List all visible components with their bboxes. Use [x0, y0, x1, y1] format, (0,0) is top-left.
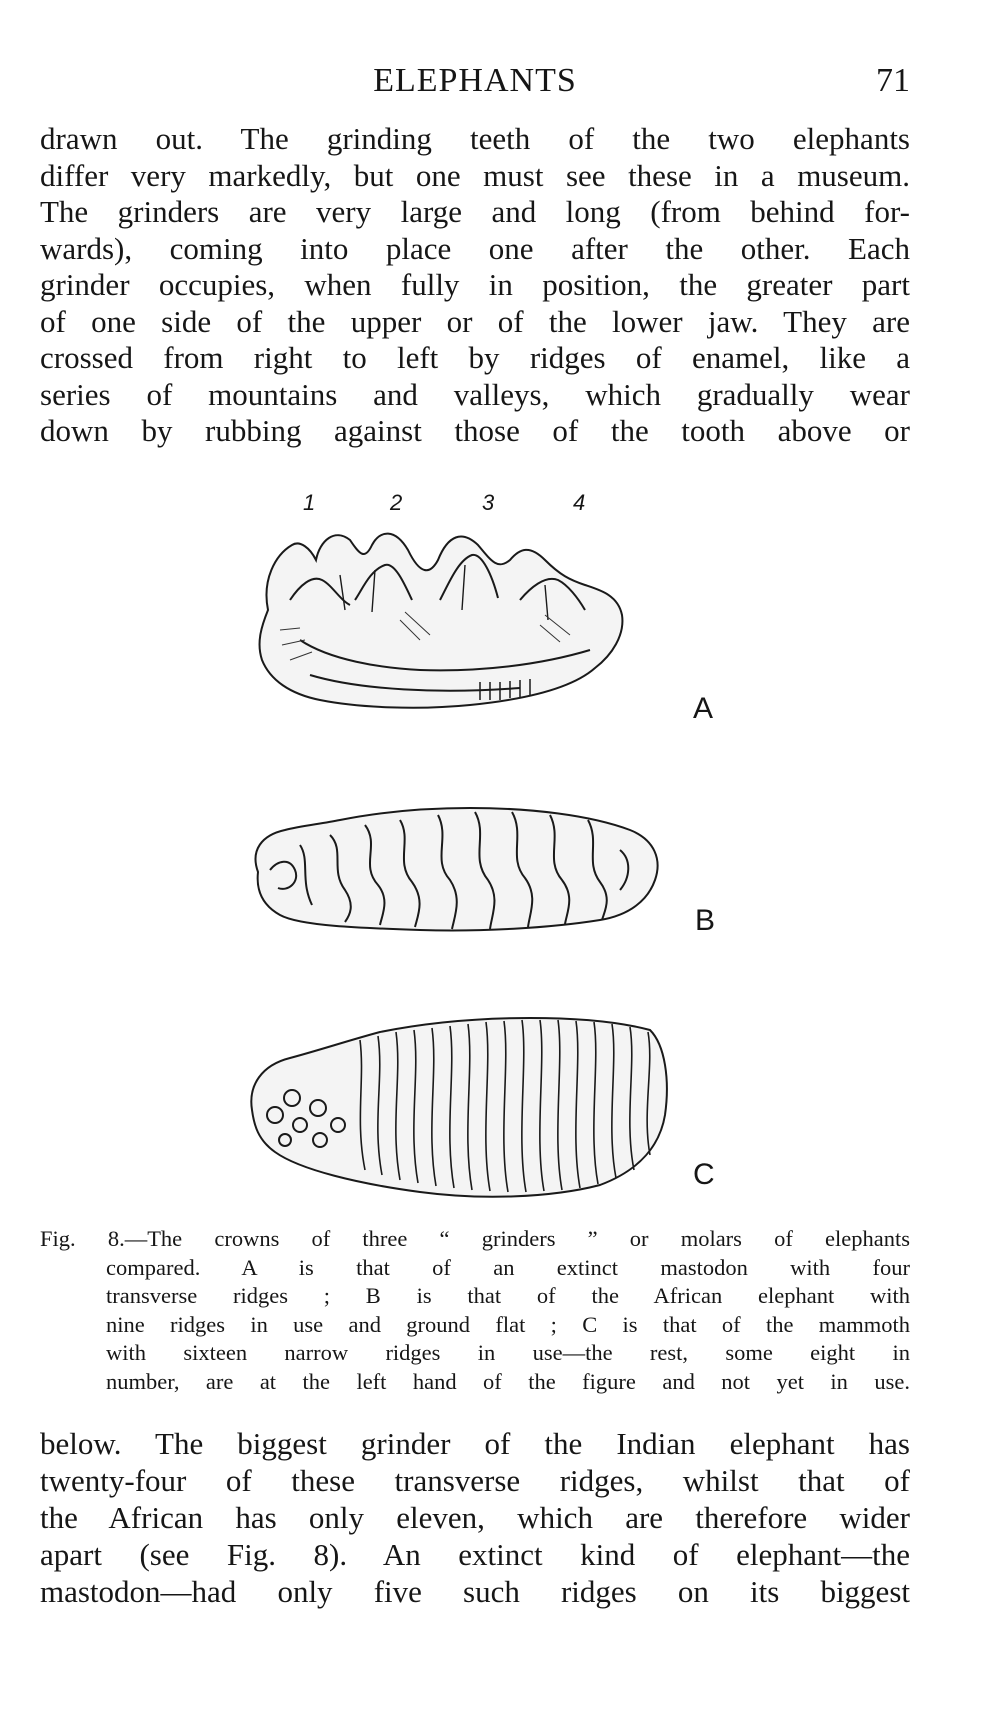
- text-line: twenty-four of these transverse ridges, whilst that of: [40, 1463, 910, 1498]
- text-line: mastodon—had only five such ridges on its biggest: [40, 1574, 910, 1609]
- body-paragraph-top: [40, 121, 910, 450]
- caption-line: nine ridges in use and ground flat ; C is that of the mammoth: [106, 1311, 910, 1337]
- molar-a-shading: [280, 612, 570, 660]
- caption-line: Fig. 8.—The crowns of three “ grinders ” or molars of elephants: [40, 1226, 910, 1251]
- page-number: 71: [876, 62, 910, 99]
- ridge-number: 3: [482, 490, 495, 515]
- text-line: of one side of the upper or of the lower jaw. They are: [40, 303, 910, 339]
- body-paragraph-bottom: [40, 1425, 910, 1610]
- caption-line: with sixteen narrow ridges in use—the rest, some eight in: [106, 1340, 910, 1365]
- figure-label-b: B: [695, 904, 716, 937]
- molar-a-drawing: [260, 534, 623, 708]
- text-line: the African has only eleven, which are therefore wider: [40, 1500, 910, 1535]
- text-line: below. The biggest grinder of the Indian elephant has: [40, 1426, 910, 1461]
- text-line: crossed from right to left by ridges of enamel, like a: [40, 340, 910, 375]
- ridge-number: 4: [573, 490, 586, 515]
- ridge-number: 2: [390, 490, 403, 515]
- text-line: wards), coming into place one after the other. Each: [40, 230, 910, 266]
- running-title: ELEPHANTS: [373, 62, 577, 99]
- figure-label-a: A: [693, 692, 714, 725]
- text-line: The grinders are very large and long (from behind for-: [40, 194, 910, 229]
- figure-caption: [40, 1225, 910, 1396]
- figure-label-c: C: [693, 1158, 715, 1191]
- page-header: [40, 62, 910, 112]
- text-line: down by rubbing against those of the tooth above or: [40, 413, 910, 448]
- text-line: drawn out. The grinding teeth of the two elephants: [40, 121, 910, 156]
- caption-line: transverse ridges ; B is that of the African elephant with: [106, 1283, 910, 1308]
- text-line: series of mountains and valleys, which gradually wear: [40, 376, 910, 412]
- ridge-number: 1: [303, 490, 316, 515]
- molar-c-ridges: [360, 1020, 650, 1192]
- text-line: grinder occupies, when fully in position, the greater part: [40, 267, 910, 302]
- text-line: differ very markedly, but one must see these in a museum.: [40, 157, 910, 193]
- text-line: apart (see Fig. 8). An extinct kind of elephant—the: [40, 1537, 910, 1572]
- molar-b-drawing: [256, 808, 658, 931]
- molar-c-drawing: [251, 1018, 667, 1197]
- caption-line: number, are at the left hand of the figure and not yet in use.: [106, 1368, 910, 1394]
- caption-line: compared. A is that of an extinct mastodon with four: [106, 1254, 910, 1280]
